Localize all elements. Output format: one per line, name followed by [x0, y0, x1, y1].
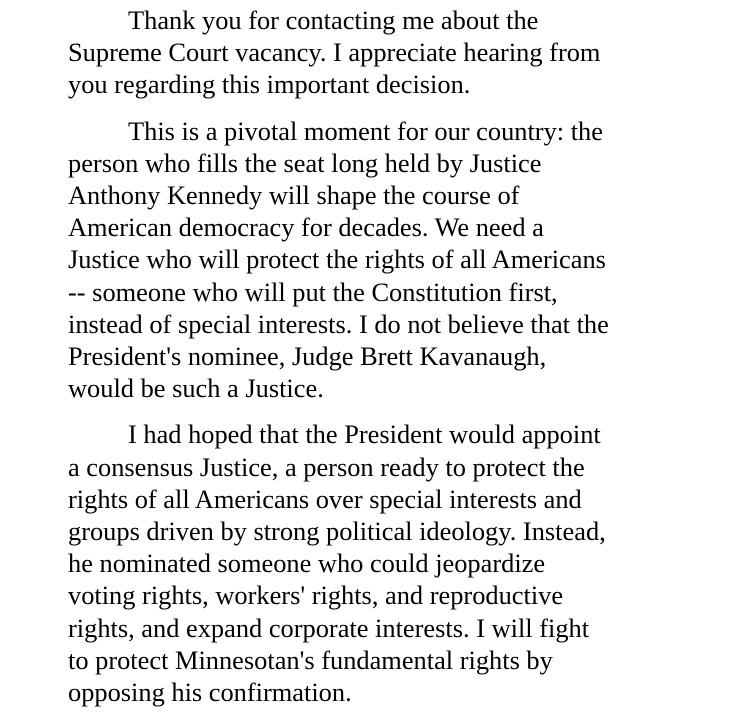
paragraph-1	[68, 4, 738, 101]
letter-body	[68, 4, 738, 722]
text-line: Thank you for contacting me about the	[128, 5, 539, 35]
text-line: groups driven by strong political ideology. Instead,	[68, 516, 606, 547]
text-line: you regarding this important decision.	[68, 69, 471, 100]
text-line: opposing his confirmation.	[68, 677, 352, 708]
text-line: President's nominee, Judge Brett Kavanaugh,	[68, 341, 547, 372]
text-line: would be such a Justice.	[68, 373, 324, 404]
text-line: This is a pivotal moment for our country: the	[128, 115, 603, 146]
text-line: rights of all Americans over special interests and	[68, 483, 582, 514]
text-line: voting rights, workers' rights, and reproductive	[68, 580, 564, 611]
text-line: Anthony Kennedy will shape the course of	[68, 180, 520, 211]
text-line: I had hoped that the President would appoint	[128, 419, 601, 450]
paragraph-2	[68, 115, 738, 405]
paragraph-3	[68, 418, 738, 708]
text-line: Supreme Court vacancy. I appreciate hearing from	[68, 37, 601, 68]
text-line: Justice who will protect the rights of all Americans	[68, 244, 606, 275]
text-line: -- someone who will put the Constitution first,	[68, 276, 558, 307]
text-line: instead of special interests. I do not believe that the	[68, 308, 609, 339]
text-line: rights, and expand corporate interests. I will fight	[68, 612, 590, 643]
text-line: he nominated someone who could jeopardize	[68, 548, 546, 579]
text-line: American democracy for decades. We need a	[68, 212, 544, 243]
text-line: person who fills the seat long held by Justice	[68, 147, 542, 178]
text-line: a consensus Justice, a person ready to protect the	[68, 451, 585, 482]
text-line: to protect Minnesotan's fundamental rights by	[68, 644, 553, 675]
